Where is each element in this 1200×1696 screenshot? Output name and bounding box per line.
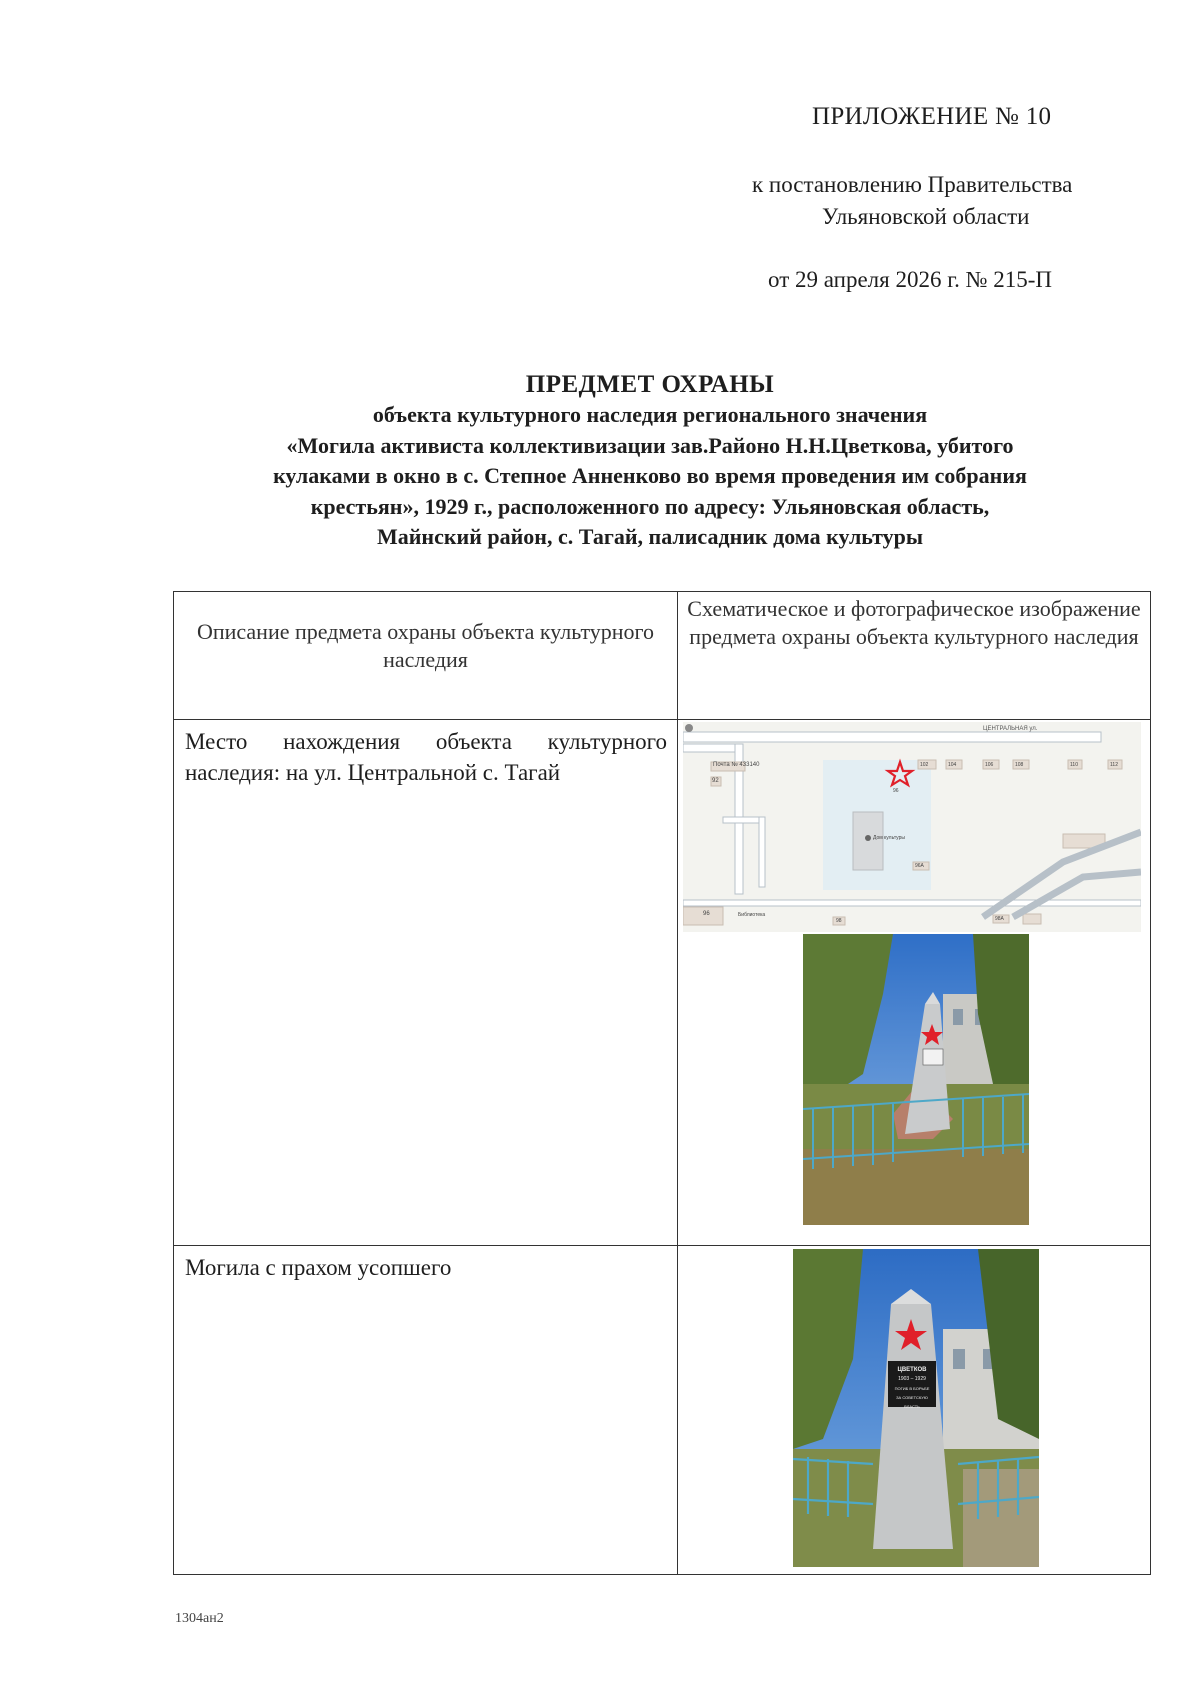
resolution-region: Ульяновской области: [822, 204, 1030, 229]
row-description: Могила с прахом усопшего: [174, 1246, 678, 1575]
title-line: «Могила активиста коллективизации зав.Районо Н.Н.Цветкова, убитого: [286, 432, 1014, 458]
title-line: объекта культурного наследия регионального значения: [372, 402, 928, 427]
map-street-label: ЦЕНТРАЛЬНАЯ ул.: [983, 726, 1038, 732]
map-label: 96А: [915, 863, 924, 869]
map-label: 98А: [995, 916, 1004, 922]
plaque-line: 1903 – 1929: [898, 1376, 926, 1382]
map-label: Библиотека: [738, 912, 766, 918]
map-label: 96: [893, 788, 899, 794]
document-title: [150, 370, 1150, 553]
map-label: Дом культуры: [873, 835, 905, 841]
map-label: 102: [920, 762, 929, 768]
title-line: кулаками в окно в с. Степное Анненково во время проведения им собрания: [273, 463, 1027, 488]
title-line: крестьян», 1929 г., расположенного по адресу: Ульяновская область,: [310, 493, 990, 519]
title-main: ПРЕДМЕТ ОХРАНЫ: [525, 371, 775, 398]
map-label: 92: [712, 778, 719, 784]
plaque-line: ЦВЕТКОВ: [897, 1367, 927, 1373]
row-description: Место нахождения объекта культурного наследия: на ул. Центральной с. Тагай: [174, 720, 678, 1246]
table-row: [174, 720, 1151, 1246]
row-images: [678, 720, 1151, 1246]
resolution-reference: к постановлению Правительства: [752, 172, 1073, 197]
map-label: 112: [1110, 762, 1118, 768]
map-label: 98: [836, 918, 842, 924]
appendix-number: ПРИЛОЖЕНИЕ № 10: [812, 103, 1052, 130]
protection-table: [173, 591, 1151, 1575]
monument-photo-closeup: [793, 1249, 1039, 1567]
map-label: 106: [985, 762, 994, 768]
table-row: [174, 1246, 1151, 1575]
location-map: [683, 722, 1141, 932]
table-header-row: [174, 592, 1151, 720]
document-code: 1304ан2: [175, 1611, 224, 1626]
title-line: Майнский район, с. Тагай, палисадник дома культуры: [376, 524, 924, 549]
header-description: Описание предмета охраны объекта культурного наследия: [174, 592, 678, 720]
map-label: 110: [1070, 762, 1078, 768]
plaque-line: ПОГИБ В БОРЬБЕ: [894, 1386, 930, 1391]
map-label: 104: [948, 762, 957, 768]
plaque-text: [890, 1366, 934, 1411]
monument-photo-wide: [803, 934, 1029, 1225]
header-image: Схематическое и фотографическое изображение предмета охраны объекта культурного наследия: [678, 592, 1151, 720]
map-label: 108: [1015, 762, 1024, 768]
map-label: 96: [703, 911, 710, 917]
map-label: Почта № 433140: [713, 762, 760, 768]
row-images: [678, 1246, 1151, 1575]
plaque-line: ЗА СОВЕТСКУЮ ВЛАСТЬ: [896, 1395, 928, 1409]
resolution-date: от 29 апреля 2026 г. № 215-П: [768, 267, 1053, 292]
